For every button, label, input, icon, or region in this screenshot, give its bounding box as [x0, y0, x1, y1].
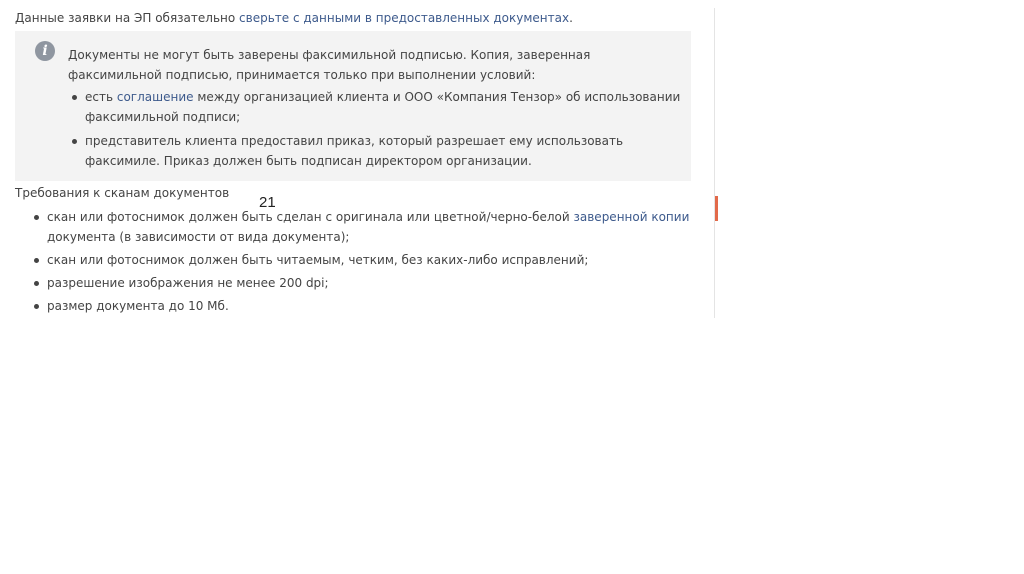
notice-conditions-list: [85, 87, 685, 171]
intro-text: [15, 10, 573, 26]
condition-prefix: есть: [85, 90, 117, 104]
requirement-readable: скан или фотоснимок должен быть читаемым, четким, без каких-либо исправлений;: [47, 250, 697, 270]
requirement-resolution: разрешение изображения не менее 200 dpi;: [47, 273, 697, 293]
agreement-link[interactable]: соглашение: [116, 90, 194, 104]
scan-requirements-title: Требования к сканам документов: [15, 186, 230, 200]
intro-suffix: .: [569, 11, 573, 25]
notice-condition-agreement: [85, 87, 685, 127]
requirement-file-size: размер документа до 10 Мб.: [47, 296, 697, 316]
content-divider: [714, 8, 715, 318]
requirement-prefix: скан или фотоснимок должен быть сделан с оригинала или цветной/черно-белой: [47, 210, 574, 224]
scan-requirements-list: [47, 207, 697, 316]
verify-data-link[interactable]: сверьте с данными в предоставленных документах: [239, 11, 570, 25]
condition-suffix: между организацией клиента и ООО «Компания Тензор» об использовании факсимильной подписи;: [85, 90, 681, 124]
requirement-suffix: документа (в зависимости от вида документа);: [47, 230, 350, 244]
requirement-source-copy: [47, 207, 697, 247]
notice-text: Документы не могут быть заверены факсимильной подписью. Копия, заверенная факсимильной подписью, принимается только при выполнении условий:: [68, 48, 591, 82]
intro-prefix: Данные заявки на ЭП обязательно: [15, 11, 240, 25]
info-icon: i: [35, 41, 55, 61]
notice-condition-order: представитель клиента предоставил приказ, который разрешает ему использовать факсимиле. Приказ должен быть подписан директором организации.: [85, 131, 685, 171]
facsimile-notice: [15, 31, 691, 181]
certified-copy-link[interactable]: заверенной копии: [573, 210, 690, 224]
scroll-position-marker[interactable]: [715, 196, 718, 221]
slide-page-number: 21: [259, 194, 276, 211]
